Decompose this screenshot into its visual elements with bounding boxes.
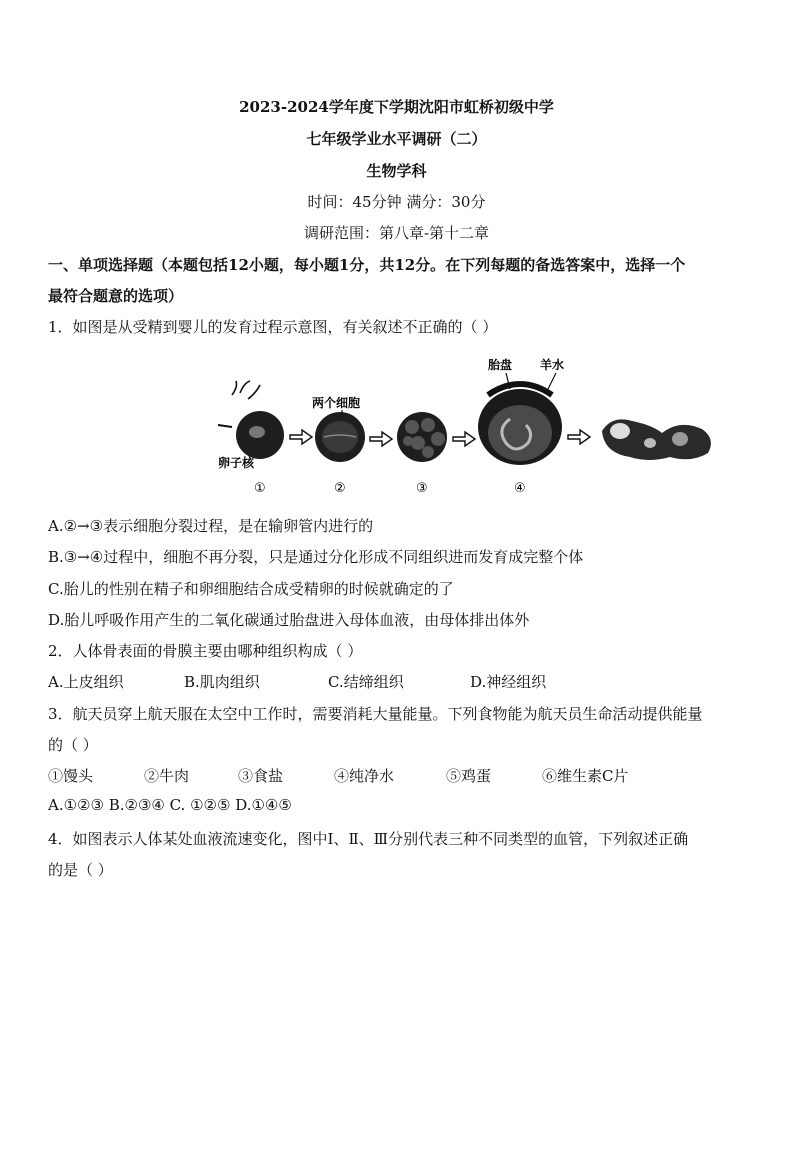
question-3-stem-line2: 的（ ） bbox=[48, 736, 98, 754]
label-placenta: 胎盘 bbox=[488, 358, 513, 372]
question-3-item-2: ②牛肉 bbox=[144, 767, 190, 785]
development-figure bbox=[210, 355, 730, 500]
question-3-items bbox=[48, 765, 753, 787]
question-2-stem: 2．人体骨表面的骨膜主要由哪种组织构成（ ） bbox=[48, 642, 363, 660]
section-heading-line2: 最符合题意的选项） bbox=[48, 287, 184, 305]
stage-2-two-cells bbox=[312, 395, 365, 462]
question-2-option-a: A.上皮组织 bbox=[48, 673, 124, 691]
subject-title: 生物学科 bbox=[366, 162, 427, 180]
question-4-stem-line2: 的是（ ） bbox=[48, 861, 113, 879]
question-1-option-b: B.③→④过程中，细胞不再分裂，只是通过分化形成不同组织进而发育成完整个体 bbox=[48, 548, 584, 566]
exam-scope: 调研范围：第八章-第十二章 bbox=[303, 224, 490, 242]
question-1-option-a: A.②→③表示细胞分裂过程，是在输卵管内进行的 bbox=[48, 517, 374, 535]
question-1-option-c: C.胎儿的性别在精子和卵细胞结合成受精卵的时候就确定的了 bbox=[48, 580, 454, 598]
question-3-item-4: ④纯净水 bbox=[334, 767, 395, 785]
arrow-icon bbox=[290, 430, 312, 444]
step-label-2: ② bbox=[334, 481, 346, 496]
question-3-options: A.①②③ B.②③④ C. ①②⑤ D.①④⑤ bbox=[48, 796, 292, 814]
stage-3-morula bbox=[397, 412, 447, 462]
step-label-4: ④ bbox=[514, 481, 526, 496]
question-3-item-1: ①馒头 bbox=[48, 767, 94, 785]
question-3-item-5: ⑤鸡蛋 bbox=[446, 767, 492, 785]
label-amniotic-fluid: 羊水 bbox=[540, 358, 565, 372]
question-2-option-d: D.神经组织 bbox=[470, 673, 547, 691]
school-title: 2023-2024学年度下学期沈阳市虹桥初级中学 bbox=[239, 98, 554, 116]
label-two-cells: 两个细胞 bbox=[312, 396, 361, 410]
section-heading-line1: 一、单项选择题（本题包括12小题，每小题1分，共12分。在下列每题的备选答案中，选择一个 bbox=[48, 256, 686, 274]
question-1-stem: 1．如图是从受精到婴儿的发育过程示意图，有关叙述不正确的（ ） bbox=[48, 318, 498, 336]
question-1-option-d: D.胎儿呼吸作用产生的二氧化碳通过胎盘进入母体血液，由母体排出体外 bbox=[48, 611, 530, 629]
question-2-options bbox=[48, 671, 753, 693]
stage-4-embryo bbox=[478, 357, 564, 465]
question-4-stem-line1: 4．如图表示人体某处血液流速变化，图中Ⅰ、Ⅱ、Ⅲ分别代表三种不同类型的血管，下列叙述正确 bbox=[48, 830, 689, 848]
arrow-icon bbox=[568, 430, 590, 444]
label-egg-nucleus: 卵子核 bbox=[218, 456, 255, 470]
exam-time: 时间：45分钟 满分：30分 bbox=[307, 193, 486, 211]
question-3-stem-line1: 3．航天员穿上航天服在太空中工作时，需要消耗大量能量。下列食物能为航天员生命活动提供能量 bbox=[48, 705, 703, 723]
step-label-1: ① bbox=[254, 481, 266, 496]
stage-5-infant bbox=[602, 419, 711, 460]
question-2-option-b: B.肌肉组织 bbox=[184, 673, 260, 691]
exam-title: 七年级学业水平调研（二） bbox=[306, 130, 487, 148]
step-label-3: ③ bbox=[416, 481, 428, 496]
stage-1-egg bbox=[218, 381, 284, 470]
arrow-icon bbox=[453, 432, 475, 446]
question-3-item-3: ③食盐 bbox=[238, 767, 284, 785]
arrow-icon bbox=[370, 432, 392, 446]
question-3-item-6: ⑥维生素C片 bbox=[542, 767, 629, 785]
question-2-option-c: C.结缔组织 bbox=[328, 673, 404, 691]
